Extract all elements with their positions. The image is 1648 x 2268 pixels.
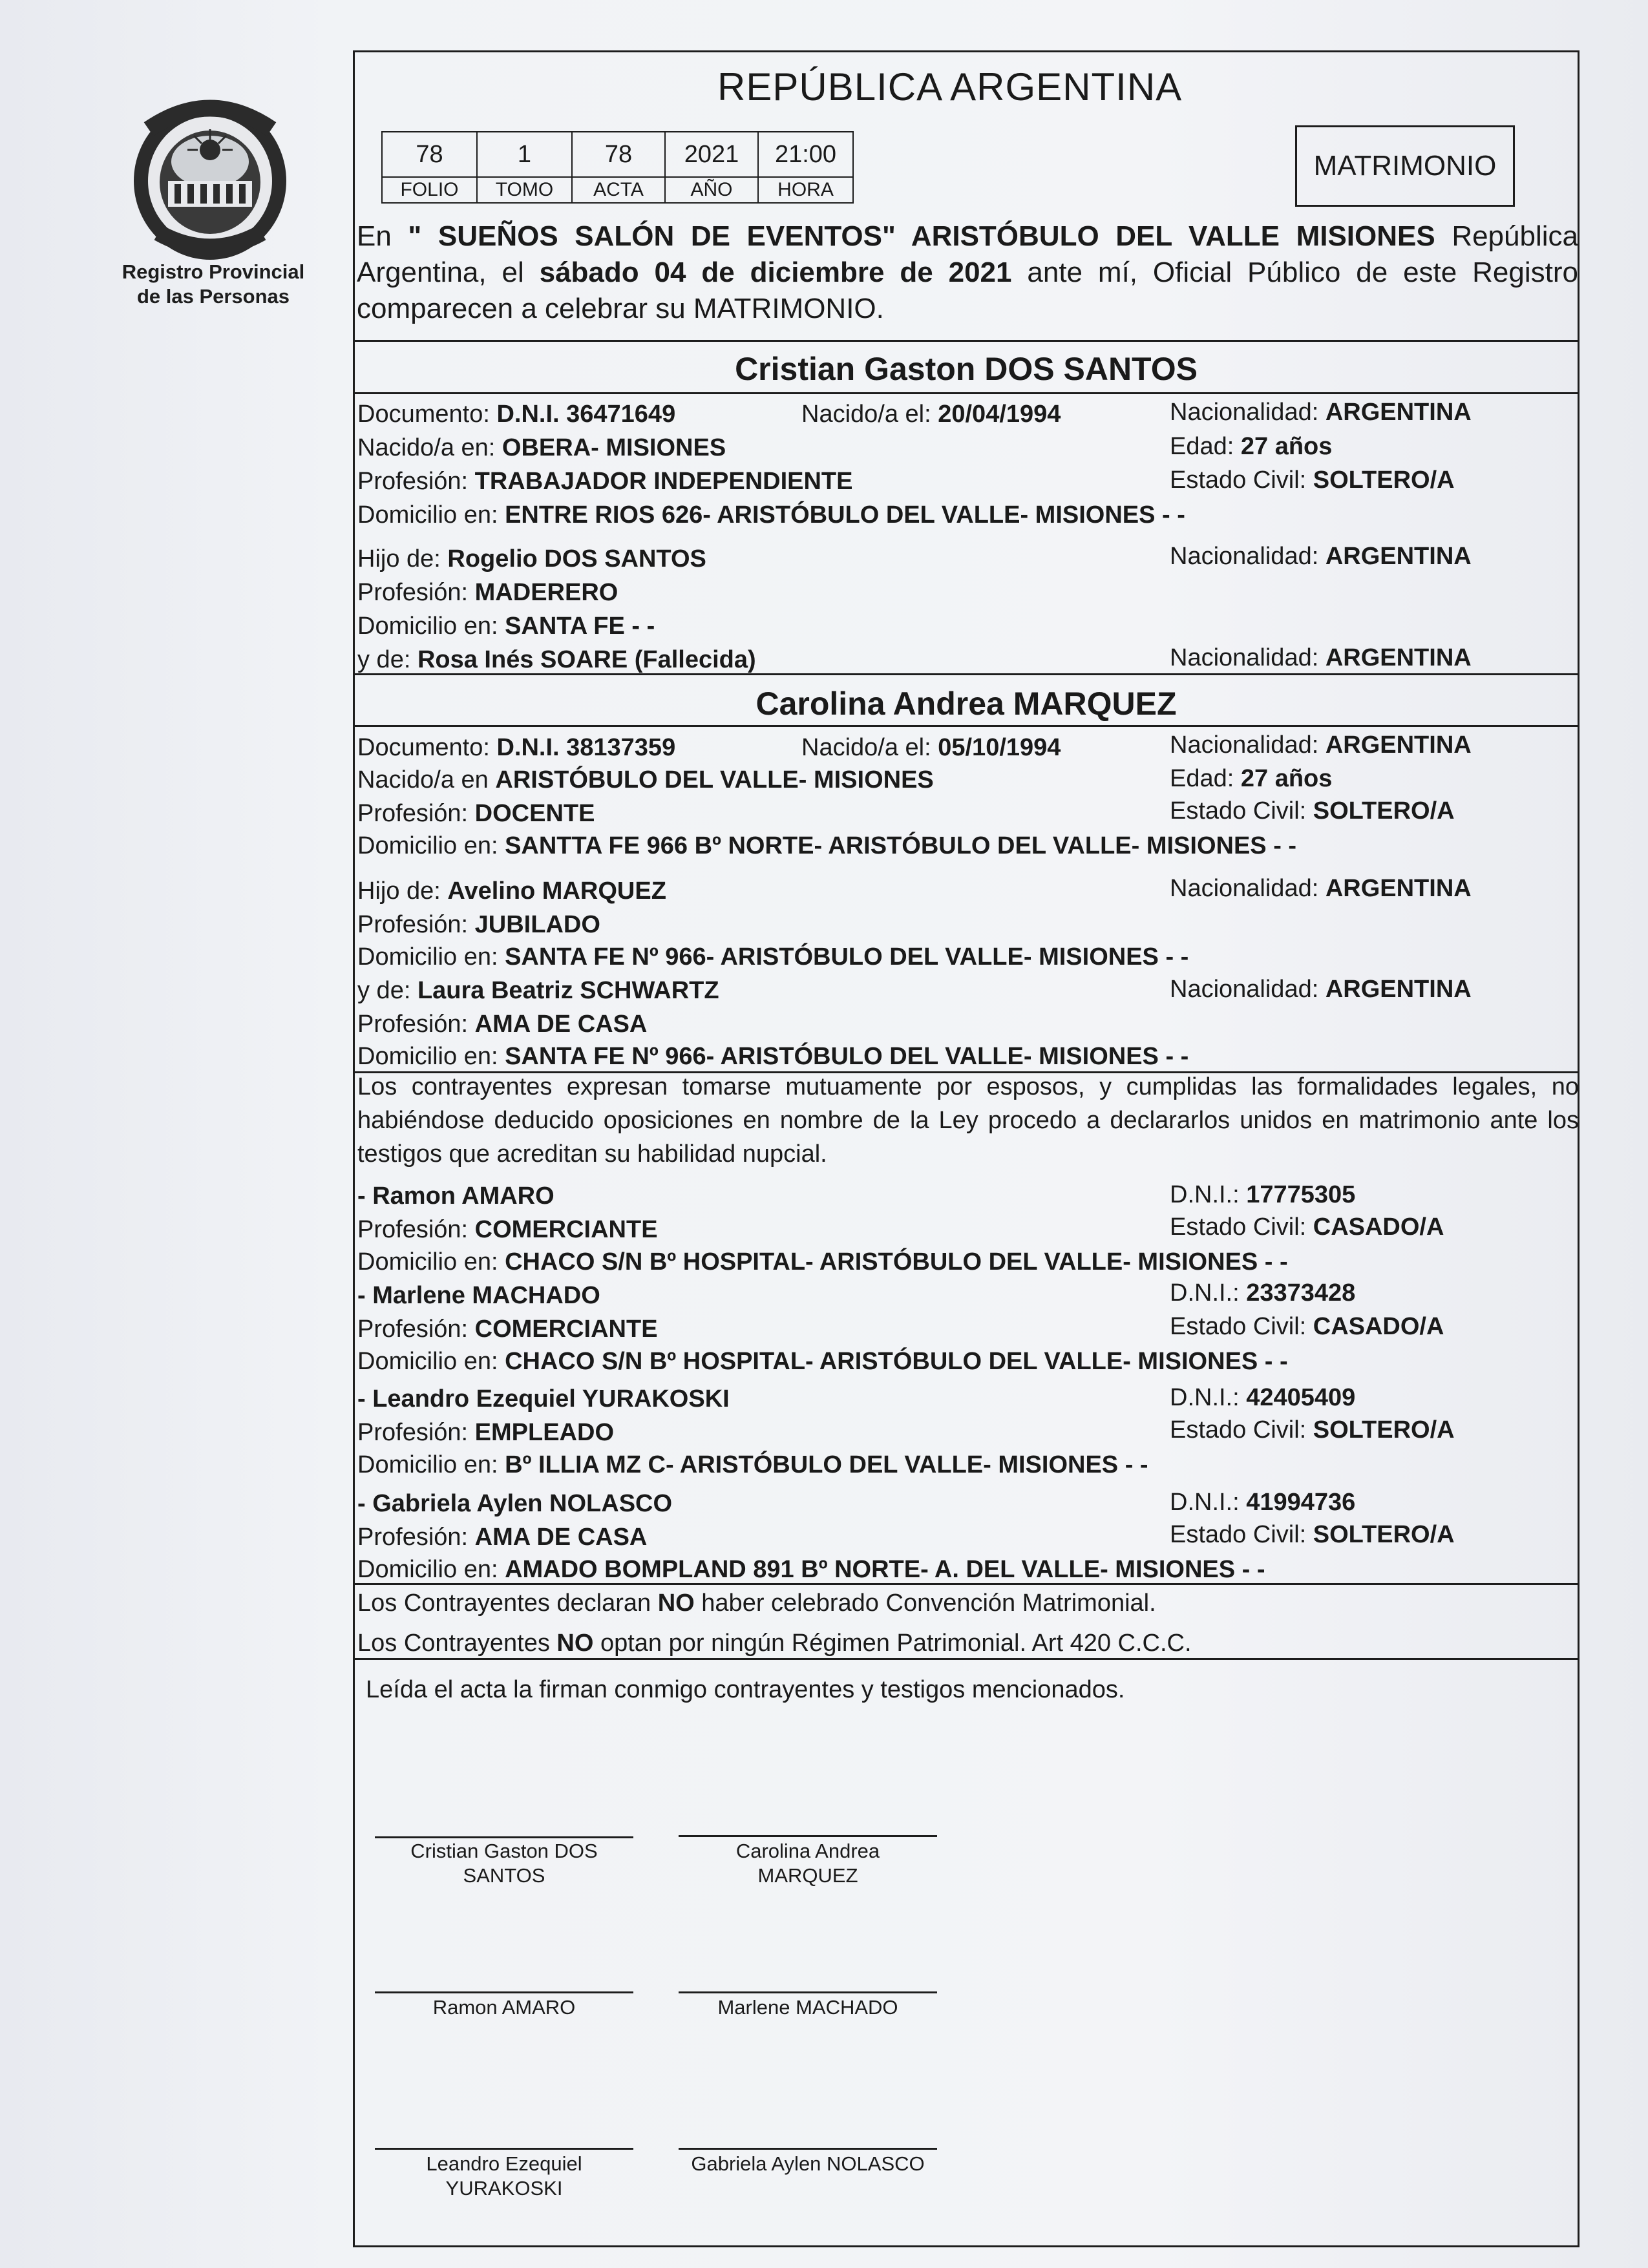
regimen-no: NO xyxy=(556,1630,594,1657)
witness-2-name xyxy=(357,1281,600,1310)
c1-nacido-en: OBERA- MISIONES xyxy=(502,434,726,461)
declaration-paragraph: Los contrayentes expresan tomarse mutuamente por esposos, y cumplidas las formalidades legales, no habiéndose deducido oposiciones en nombre de la Ley procedo a declararlos unidos en matrimonio ante los testigos que acreditan su habilidad nupcial. xyxy=(357,1073,1579,1168)
label: Domicilio en: xyxy=(357,1556,505,1583)
divider xyxy=(353,340,1579,342)
hora-label: HORA xyxy=(758,177,853,203)
c1-madre-nac: ARGENTINA xyxy=(1325,644,1472,671)
closing-statement: Leída el acta la firman conmigo contrayentes y testigos mencionados. xyxy=(366,1676,1125,1703)
label: Profesión: xyxy=(357,800,475,827)
intro-mid1: República Argentina, el xyxy=(357,220,1578,288)
anio-label: AÑO xyxy=(665,177,758,203)
witness-1-prof-row xyxy=(357,1215,658,1244)
label: y de: xyxy=(357,646,417,673)
witness-domicilio: Bº ILLIA MZ C- ARISTÓBULO DEL VALLE- MISIONES - - xyxy=(505,1451,1148,1478)
c1-estado-row xyxy=(1170,465,1455,495)
convencion-post: haber celebrado Convención Matrimonial. xyxy=(694,1590,1156,1617)
label: Nacido/a en: xyxy=(357,434,502,461)
label: Edad: xyxy=(1170,765,1241,792)
c2-madre-row xyxy=(357,976,719,1005)
witness-dni: 41994736 xyxy=(1246,1489,1356,1516)
registry-table xyxy=(381,131,854,204)
label: Nacionalidad: xyxy=(1170,731,1326,759)
label: D.N.I.: xyxy=(1170,1384,1247,1411)
label: Domicilio en: xyxy=(357,1043,505,1070)
c2-profesion: DOCENTE xyxy=(474,800,595,827)
witness-2-dom-row xyxy=(357,1347,1288,1376)
witness-2-dni-row xyxy=(1170,1278,1355,1308)
intro-mid2: ante mí, Oficial Público de este Registro comparecen a celebrar su MATRIMONIO. xyxy=(357,257,1578,324)
c1-padre-prof: MADERERO xyxy=(474,579,618,606)
c1-nacionalidad-row xyxy=(1170,397,1472,427)
c1-nacionalidad: ARGENTINA xyxy=(1325,399,1472,426)
country-title: REPÚBLICA ARGENTINA xyxy=(717,65,1183,109)
signature-name-line: Leandro Ezequiel xyxy=(426,2152,582,2175)
label: Domicilio en: xyxy=(357,832,505,859)
c1-profesion: TRABAJADOR INDEPENDIENTE xyxy=(474,468,853,495)
c1-padre-nac-row xyxy=(1170,541,1472,571)
witness-4-dom-row xyxy=(357,1555,1265,1584)
witness-1-dom-row xyxy=(357,1247,1288,1277)
label: Domicilio en: xyxy=(357,501,505,529)
witness-1-name xyxy=(357,1181,555,1211)
c2-madre-dom: SANTA FE Nº 966- ARISTÓBULO DEL VALLE- MISIONES - - xyxy=(505,1043,1189,1070)
c2-padre-dom: SANTA FE Nº 966- ARISTÓBULO DEL VALLE- MISIONES - - xyxy=(505,943,1189,971)
label: Estado Civil: xyxy=(1170,1213,1313,1241)
intro-venue: " SUEÑOS SALÓN DE EVENTOS" ARISTÓBULO DEL VALLE MISIONES xyxy=(408,220,1435,252)
label: Domicilio en: xyxy=(357,943,505,971)
signature-name xyxy=(375,2152,633,2201)
anio-value: 2021 xyxy=(665,132,758,177)
contrayente1-name: Cristian Gaston DOS SANTOS xyxy=(735,351,1198,387)
witness-4-estado-row xyxy=(1170,1520,1455,1549)
label: Estado Civil: xyxy=(1170,1416,1313,1444)
witness-name: - Leandro Ezequiel YURAKOSKI xyxy=(357,1385,730,1412)
label: Profesión: xyxy=(357,911,475,938)
witness-dni: 42405409 xyxy=(1246,1384,1356,1411)
c2-padre-prof: JUBILADO xyxy=(474,911,600,938)
witness-profesion: EMPLEADO xyxy=(474,1419,615,1446)
c1-madre-row xyxy=(357,645,756,675)
witness-estado: SOLTERO/A xyxy=(1313,1416,1455,1444)
witness-2-prof-row xyxy=(357,1314,658,1344)
witness-1-dni-row xyxy=(1170,1180,1355,1210)
c1-nacido-el-row xyxy=(801,399,1061,429)
witness-domicilio: CHACO S/N Bº HOSPITAL- ARISTÓBULO DEL VALLE- MISIONES - - xyxy=(505,1248,1288,1276)
label: Profesión: xyxy=(357,579,475,606)
label: Domicilio en: xyxy=(357,1348,505,1375)
c2-edad: 27 años xyxy=(1240,765,1333,792)
label: Nacionalidad: xyxy=(1170,543,1326,570)
convencion-statement xyxy=(357,1588,1156,1618)
c2-edad-row xyxy=(1170,764,1332,793)
folio-value: 78 xyxy=(382,132,477,177)
c1-nacido-el: 20/04/1994 xyxy=(938,401,1061,428)
witness-estado: SOLTERO/A xyxy=(1313,1521,1455,1548)
c2-documento: D.N.I. 38137359 xyxy=(496,734,676,761)
witness-dni: 17775305 xyxy=(1246,1181,1356,1208)
signature-name-line: Cristian Gaston DOS xyxy=(410,1840,598,1862)
label: Documento: xyxy=(357,401,497,428)
signature-name-line: Ramon AMARO xyxy=(432,1996,576,2019)
label: D.N.I.: xyxy=(1170,1489,1247,1516)
label: y de: xyxy=(357,977,417,1004)
c1-estado: SOLTERO/A xyxy=(1313,467,1455,494)
acta-label: ACTA xyxy=(572,177,665,203)
witness-1-estado-row xyxy=(1170,1212,1444,1242)
tomo-value: 1 xyxy=(477,132,572,177)
signature-name-line: SANTOS xyxy=(463,1864,545,1887)
c1-madre-nac-row xyxy=(1170,643,1472,673)
c1-domicilio: ENTRE RIOS 626- ARISTÓBULO DEL VALLE- MISIONES - - xyxy=(505,501,1185,529)
c2-domicilio: SANTTA FE 966 Bº NORTE- ARISTÓBULO DEL VALLE- MISIONES - - xyxy=(505,832,1297,859)
label: Domicilio en: xyxy=(357,1248,505,1276)
c2-padre-row xyxy=(357,876,666,906)
label: Profesión: xyxy=(357,1216,475,1243)
divider xyxy=(353,392,1579,394)
registry-caption-line-1: Registro Provincial xyxy=(121,260,305,283)
signature-line xyxy=(375,2148,633,2150)
c1-domicilio-row xyxy=(357,500,1185,530)
label: Estado Civil: xyxy=(1170,467,1313,494)
divider xyxy=(353,1658,1579,1660)
c1-profesion-row xyxy=(357,467,852,496)
witness-domicilio: CHACO S/N Bº HOSPITAL- ARISTÓBULO DEL VALLE- MISIONES - - xyxy=(505,1348,1288,1375)
signature-name xyxy=(679,1839,937,1888)
c2-madre-nac: ARGENTINA xyxy=(1325,976,1472,1003)
witness-2-estado-row xyxy=(1170,1312,1444,1341)
c1-padre-row xyxy=(357,544,706,574)
c1-madre: Rosa Inés SOARE (Fallecida) xyxy=(417,646,756,673)
witness-4-dni-row xyxy=(1170,1487,1355,1517)
witness-profesion: COMERCIANTE xyxy=(474,1216,658,1243)
c2-madre-prof-row xyxy=(357,1009,647,1039)
c1-padre-prof-row xyxy=(357,578,618,607)
c2-madre-nac-row xyxy=(1170,974,1472,1004)
witness-3-estado-row xyxy=(1170,1415,1455,1445)
c2-nacido-el-row xyxy=(801,733,1061,762)
signature-name xyxy=(375,1995,633,2020)
c1-nacido-en-row xyxy=(357,433,726,463)
witness-name: - Ramon AMARO xyxy=(357,1182,555,1210)
witness-3-dni-row xyxy=(1170,1383,1355,1412)
c1-documento: D.N.I. 36471649 xyxy=(496,401,676,428)
c2-madre-dom-row xyxy=(357,1042,1188,1071)
witness-name: - Gabriela Aylen NOLASCO xyxy=(357,1490,673,1517)
signature-name-line: Carolina Andrea xyxy=(735,1840,880,1862)
label: Hijo de: xyxy=(357,877,448,905)
label: Profesión: xyxy=(357,1011,475,1038)
divider xyxy=(353,1583,1579,1585)
c2-madre: Laura Beatriz SCHWARTZ xyxy=(417,977,719,1004)
label: Hijo de: xyxy=(357,545,448,572)
signature-line xyxy=(375,1836,633,1838)
signature-name xyxy=(375,1839,633,1888)
witness-3-name xyxy=(357,1384,730,1414)
signature-name-line: YURAKOSKI xyxy=(445,2177,563,2200)
signature-name-line: Gabriela Aylen NOLASCO xyxy=(691,2152,925,2175)
c1-documento-row xyxy=(357,399,675,429)
label: Nacionalidad: xyxy=(1170,399,1326,426)
c1-padre-dom-row xyxy=(357,611,655,641)
witness-estado: CASADO/A xyxy=(1313,1313,1444,1340)
c1-edad-row xyxy=(1170,432,1332,461)
c1-padre-nac: ARGENTINA xyxy=(1325,543,1472,570)
label: Nacido/a en xyxy=(357,766,496,793)
c2-padre-nac-row xyxy=(1170,874,1472,903)
c2-estado: SOLTERO/A xyxy=(1313,797,1455,824)
c2-padre-prof-row xyxy=(357,910,600,940)
regimen-pre: Los Contrayentes xyxy=(357,1630,557,1657)
witness-profesion: COMERCIANTE xyxy=(474,1316,658,1343)
folio-label: FOLIO xyxy=(382,177,477,203)
c2-padre-dom-row xyxy=(357,942,1188,972)
label: Domicilio en: xyxy=(357,613,505,640)
label: Nacido/a el: xyxy=(801,734,938,761)
hora-value: 21:00 xyxy=(758,132,853,177)
label: Domicilio en: xyxy=(357,1451,505,1478)
witness-4-name xyxy=(357,1489,672,1518)
c2-domicilio-row xyxy=(357,831,1296,861)
intro-date: sábado 04 de diciembre de 2021 xyxy=(539,257,1012,288)
label: D.N.I.: xyxy=(1170,1181,1247,1208)
c2-estado-row xyxy=(1170,796,1455,826)
label: Nacionalidad: xyxy=(1170,644,1326,671)
label: Edad: xyxy=(1170,433,1241,460)
convencion-pre: Los Contrayentes declaran xyxy=(357,1590,658,1617)
divider xyxy=(353,725,1579,727)
intro-prefix: En xyxy=(357,220,408,252)
tomo-label: TOMO xyxy=(477,177,572,203)
c2-padre: Avelino MARQUEZ xyxy=(447,877,666,905)
misiones-seal-logo xyxy=(123,90,297,265)
c2-nacido-en: ARISTÓBULO DEL VALLE- MISIONES xyxy=(495,766,934,793)
regimen-post: optan por ningún Régimen Patrimonial. Art 420 C.C.C. xyxy=(593,1630,1192,1657)
c2-nacionalidad-row xyxy=(1170,730,1472,760)
contrayente2-name: Carolina Andrea MARQUEZ xyxy=(755,686,1177,722)
c2-madre-prof: AMA DE CASA xyxy=(474,1011,648,1038)
witness-profesion: AMA DE CASA xyxy=(474,1524,648,1551)
signature-name xyxy=(679,1995,937,2020)
witness-estado: CASADO/A xyxy=(1313,1213,1444,1241)
c2-nacido-el: 05/10/1994 xyxy=(938,734,1061,761)
label: Estado Civil: xyxy=(1170,797,1313,824)
signature-name-line: Marlene MACHADO xyxy=(717,1996,898,2019)
label: Nacionalidad: xyxy=(1170,976,1326,1003)
acta-value: 78 xyxy=(572,132,665,177)
document-type-box: MATRIMONIO xyxy=(1295,125,1515,207)
intro-paragraph xyxy=(357,218,1578,327)
registry-caption-line-2: de las Personas xyxy=(136,285,290,308)
label: Nacido/a el: xyxy=(801,401,938,428)
witness-3-prof-row xyxy=(357,1418,614,1447)
c2-nacionalidad: ARGENTINA xyxy=(1325,731,1472,759)
label: Profesión: xyxy=(357,1524,475,1551)
witness-4-prof-row xyxy=(357,1522,647,1552)
signature-line xyxy=(679,1991,937,1993)
label: Documento: xyxy=(357,734,497,761)
witness-name: - Marlene MACHADO xyxy=(357,1282,600,1309)
label: Estado Civil: xyxy=(1170,1521,1313,1548)
signature-line xyxy=(679,2148,937,2150)
c2-nacido-en-row xyxy=(357,765,934,795)
divider xyxy=(353,673,1579,675)
c1-edad: 27 años xyxy=(1240,433,1333,460)
signature-line xyxy=(679,1835,937,1837)
convencion-no: NO xyxy=(657,1590,695,1617)
signature-name xyxy=(679,2152,937,2176)
witness-domicilio: AMADO BOMPLAND 891 Bº NORTE- A. DEL VALLE- MISIONES - - xyxy=(505,1556,1265,1583)
label: Profesión: xyxy=(357,468,475,495)
c1-padre: Rogelio DOS SANTOS xyxy=(447,545,706,572)
registry-caption xyxy=(97,260,330,309)
regimen-statement xyxy=(357,1628,1192,1658)
label: Profesión: xyxy=(357,1419,475,1446)
label: Profesión: xyxy=(357,1316,475,1343)
c2-documento-row xyxy=(357,733,675,762)
label: D.N.I.: xyxy=(1170,1279,1247,1307)
witness-3-dom-row xyxy=(357,1450,1148,1480)
c2-profesion-row xyxy=(357,799,595,828)
witness-dni: 23373428 xyxy=(1246,1279,1356,1307)
label: Estado Civil: xyxy=(1170,1313,1313,1340)
signature-line xyxy=(375,1991,633,1993)
c2-padre-nac: ARGENTINA xyxy=(1325,875,1472,902)
signature-name-line: MARQUEZ xyxy=(757,1864,858,1887)
label: Nacionalidad: xyxy=(1170,875,1326,902)
c1-padre-dom: SANTA FE - - xyxy=(505,613,655,640)
